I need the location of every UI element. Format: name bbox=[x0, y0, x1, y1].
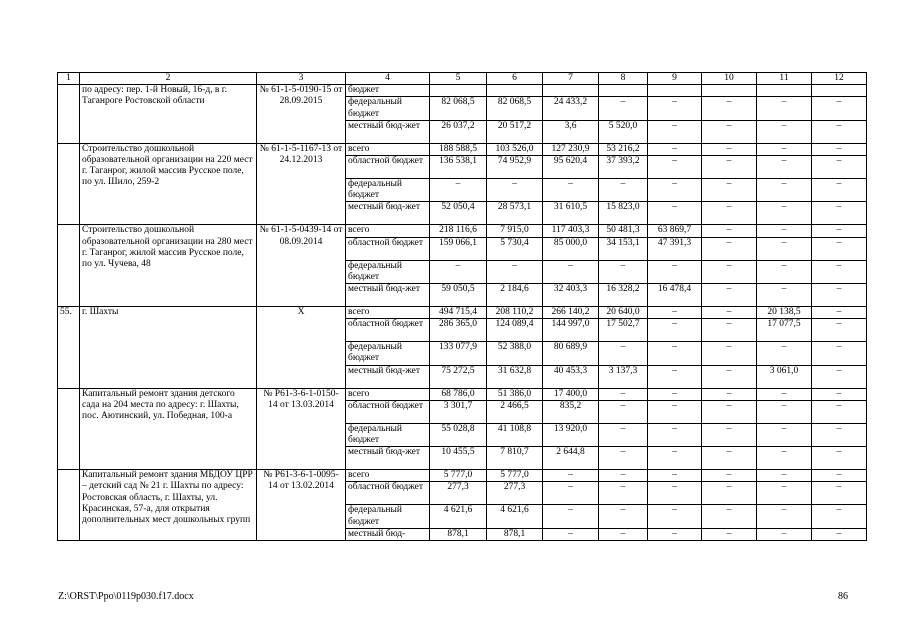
value-cell: – bbox=[702, 388, 757, 400]
value-cell: – bbox=[812, 260, 867, 283]
header-cell: 3 bbox=[257, 73, 346, 85]
value-cell: – bbox=[702, 365, 757, 388]
value-cell: 80 689,9 bbox=[543, 342, 599, 365]
row-number-cell bbox=[58, 85, 80, 144]
value-cell: 55 028,8 bbox=[430, 423, 487, 446]
value-cell: – bbox=[702, 400, 757, 423]
value-cell: – bbox=[648, 388, 702, 400]
value-cell: 878,1 bbox=[430, 528, 487, 540]
row-number-cell bbox=[58, 470, 80, 541]
value-cell: – bbox=[648, 179, 702, 202]
value-cell bbox=[599, 85, 648, 97]
value-cell: – bbox=[812, 470, 867, 482]
row-number-cell bbox=[58, 143, 80, 225]
value-cell: 16 478,4 bbox=[648, 284, 702, 307]
value-cell: – bbox=[599, 423, 648, 446]
value-cell: 188 588,5 bbox=[430, 143, 487, 155]
header-cell: 8 bbox=[599, 73, 648, 85]
funding-source-cell: областной бюджет bbox=[346, 319, 430, 342]
value-cell: – bbox=[812, 97, 867, 120]
value-cell: – bbox=[812, 319, 867, 342]
value-cell: – bbox=[543, 482, 599, 505]
value-cell: – bbox=[599, 260, 648, 283]
value-cell: 208 110,2 bbox=[487, 307, 543, 319]
value-cell: 127 230,9 bbox=[543, 143, 599, 155]
header-cell: 4 bbox=[346, 73, 430, 85]
value-cell: 17 502,7 bbox=[599, 319, 648, 342]
value-cell: – bbox=[648, 307, 702, 319]
value-cell: – bbox=[599, 342, 648, 365]
page-number: 86 bbox=[838, 591, 848, 602]
value-cell: 50 481,3 bbox=[599, 225, 648, 237]
row-number-cell bbox=[58, 388, 80, 470]
value-cell: 85 000,0 bbox=[543, 237, 599, 260]
table-row bbox=[58, 470, 867, 482]
value-cell: 5 777,0 bbox=[430, 470, 487, 482]
value-cell: 2 184,6 bbox=[487, 284, 543, 307]
value-cell: 4 621,6 bbox=[430, 505, 487, 528]
value-cell: – bbox=[812, 482, 867, 505]
value-cell: – bbox=[599, 470, 648, 482]
value-cell: – bbox=[757, 156, 812, 179]
value-cell: 51 386,0 bbox=[487, 388, 543, 400]
value-cell: – bbox=[599, 528, 648, 540]
value-cell: – bbox=[812, 120, 867, 143]
value-cell: – bbox=[757, 284, 812, 307]
value-cell: – bbox=[543, 470, 599, 482]
value-cell: – bbox=[599, 400, 648, 423]
value-cell: 52 050,4 bbox=[430, 202, 487, 225]
value-cell: – bbox=[648, 470, 702, 482]
funding-source-cell: федеральный бюджет bbox=[346, 179, 430, 202]
value-cell: – bbox=[757, 237, 812, 260]
value-cell bbox=[430, 85, 487, 97]
value-cell: – bbox=[812, 225, 867, 237]
value-cell: – bbox=[599, 505, 648, 528]
value-cell: 286 365,0 bbox=[430, 319, 487, 342]
funding-source-cell: местный бюд- bbox=[346, 528, 430, 540]
value-cell: 20 517,2 bbox=[487, 120, 543, 143]
value-cell: – bbox=[702, 470, 757, 482]
value-cell: – bbox=[702, 342, 757, 365]
value-cell: 37 393,2 bbox=[599, 156, 648, 179]
value-cell: – bbox=[812, 202, 867, 225]
value-cell: – bbox=[702, 423, 757, 446]
value-cell: – bbox=[757, 528, 812, 540]
value-cell: – bbox=[812, 284, 867, 307]
value-cell: – bbox=[812, 423, 867, 446]
value-cell: – bbox=[812, 365, 867, 388]
value-cell: 16 328,2 bbox=[599, 284, 648, 307]
value-cell: 41 108,8 bbox=[487, 423, 543, 446]
value-cell: – bbox=[812, 528, 867, 540]
value-cell: 7 915,0 bbox=[487, 225, 543, 237]
value-cell: – bbox=[648, 365, 702, 388]
value-cell: – bbox=[757, 482, 812, 505]
value-cell: – bbox=[812, 179, 867, 202]
value-cell: – bbox=[648, 156, 702, 179]
value-cell: – bbox=[702, 225, 757, 237]
value-cell: – bbox=[757, 120, 812, 143]
value-cell: 4 621,6 bbox=[487, 505, 543, 528]
funding-source-cell: местный бюд-жет bbox=[346, 120, 430, 143]
funding-source-cell: всего bbox=[346, 307, 430, 319]
value-cell: – bbox=[648, 319, 702, 342]
value-cell: – bbox=[757, 97, 812, 120]
value-cell: – bbox=[812, 342, 867, 365]
value-cell: 82 068,5 bbox=[430, 97, 487, 120]
value-cell: – bbox=[430, 179, 487, 202]
object-name-cell: г. Шахты bbox=[80, 307, 257, 389]
budget-table bbox=[57, 72, 867, 541]
header-cell: 5 bbox=[430, 73, 487, 85]
funding-source-cell: местный бюд-жет bbox=[346, 202, 430, 225]
value-cell: 17 077,5 bbox=[757, 319, 812, 342]
funding-source-cell: всего bbox=[346, 388, 430, 400]
value-cell: – bbox=[648, 202, 702, 225]
value-cell: – bbox=[702, 97, 757, 120]
value-cell: – bbox=[702, 237, 757, 260]
value-cell: – bbox=[757, 388, 812, 400]
value-cell: – bbox=[648, 342, 702, 365]
value-cell: – bbox=[430, 260, 487, 283]
value-cell: – bbox=[487, 260, 543, 283]
funding-source-cell: областной бюджет bbox=[346, 237, 430, 260]
value-cell: 5 730,4 bbox=[487, 237, 543, 260]
header-cell: 1 bbox=[58, 73, 80, 85]
value-cell: 53 216,2 bbox=[599, 143, 648, 155]
value-cell bbox=[812, 85, 867, 97]
value-cell: 75 272,5 bbox=[430, 365, 487, 388]
value-cell: 20 138,5 bbox=[757, 307, 812, 319]
funding-source-cell: бюджет bbox=[346, 85, 430, 97]
value-cell bbox=[487, 85, 543, 97]
value-cell: – bbox=[757, 505, 812, 528]
object-name-cell: Капитальный ремонт здания МБДОУ ЦРР – детский сад № 21 г. Шахты по адресу: Ростовская область, г. Шахты, ул. Красинская, 57-а, для открытия дополнительных мест дошкольных групп bbox=[80, 470, 257, 541]
table-body bbox=[58, 73, 867, 541]
value-cell: – bbox=[648, 482, 702, 505]
header-row bbox=[58, 73, 867, 85]
value-cell: – bbox=[757, 342, 812, 365]
value-cell: – bbox=[702, 528, 757, 540]
funding-source-cell: областной бюджет bbox=[346, 400, 430, 423]
value-cell: 878,1 bbox=[487, 528, 543, 540]
value-cell: – bbox=[757, 470, 812, 482]
object-name-cell: Капитальный ремонт здания детского сада на 204 места по адресу: г. Шахты, пос. Аютинский, ул. Победная, 100-а bbox=[80, 388, 257, 470]
table-row bbox=[58, 85, 867, 97]
value-cell: – bbox=[599, 179, 648, 202]
value-cell: – bbox=[702, 143, 757, 155]
document-number-cell: № 61-1-5-0439-14 от 08.09.2014 bbox=[257, 225, 346, 307]
value-cell: 266 140,2 bbox=[543, 307, 599, 319]
value-cell bbox=[543, 85, 599, 97]
value-cell: – bbox=[648, 423, 702, 446]
header-cell: 2 bbox=[80, 73, 257, 85]
value-cell: – bbox=[702, 284, 757, 307]
value-cell: – bbox=[812, 400, 867, 423]
funding-source-cell: федеральный бюджет bbox=[346, 97, 430, 120]
value-cell: 144 997,0 bbox=[543, 319, 599, 342]
value-cell: – bbox=[599, 482, 648, 505]
value-cell: – bbox=[757, 225, 812, 237]
value-cell: – bbox=[757, 423, 812, 446]
value-cell: 26 037,2 bbox=[430, 120, 487, 143]
file-path: Z:\ORST\Ppo\0119p030.f17.docx bbox=[58, 591, 194, 602]
value-cell: 31 632,8 bbox=[487, 365, 543, 388]
value-cell: – bbox=[487, 179, 543, 202]
value-cell: – bbox=[543, 260, 599, 283]
value-cell: – bbox=[757, 179, 812, 202]
value-cell: – bbox=[702, 482, 757, 505]
value-cell: – bbox=[812, 156, 867, 179]
value-cell: 133 077,9 bbox=[430, 342, 487, 365]
header-cell: 11 bbox=[757, 73, 812, 85]
value-cell: – bbox=[648, 143, 702, 155]
value-cell: – bbox=[812, 505, 867, 528]
value-cell: – bbox=[599, 447, 648, 470]
value-cell: – bbox=[812, 143, 867, 155]
value-cell: 3 061,0 bbox=[757, 365, 812, 388]
value-cell: 74 952,9 bbox=[487, 156, 543, 179]
value-cell: 31 610,5 bbox=[543, 202, 599, 225]
value-cell: 15 823,0 bbox=[599, 202, 648, 225]
row-number-cell bbox=[58, 225, 80, 307]
funding-source-cell: областной бюджет bbox=[346, 482, 430, 505]
value-cell: 117 403,3 bbox=[543, 225, 599, 237]
header-cell: 9 bbox=[648, 73, 702, 85]
document-number-cell: Х bbox=[257, 307, 346, 389]
value-cell: 103 526,0 bbox=[487, 143, 543, 155]
value-cell: 34 153,1 bbox=[599, 237, 648, 260]
value-cell: 47 391,3 bbox=[648, 237, 702, 260]
value-cell: – bbox=[702, 260, 757, 283]
value-cell: 136 538,1 bbox=[430, 156, 487, 179]
value-cell: 17 400,0 bbox=[543, 388, 599, 400]
value-cell: 159 066,1 bbox=[430, 237, 487, 260]
value-cell: 494 715,4 bbox=[430, 307, 487, 319]
value-cell: – bbox=[543, 505, 599, 528]
value-cell bbox=[757, 85, 812, 97]
value-cell: – bbox=[702, 202, 757, 225]
value-cell: 59 050,5 bbox=[430, 284, 487, 307]
table-row bbox=[58, 388, 867, 400]
table-row bbox=[58, 143, 867, 155]
value-cell: 40 453,3 bbox=[543, 365, 599, 388]
header-cell: 6 bbox=[487, 73, 543, 85]
funding-source-cell: федеральный бюджет bbox=[346, 260, 430, 283]
table-row bbox=[58, 307, 867, 319]
value-cell: – bbox=[702, 307, 757, 319]
value-cell: – bbox=[543, 528, 599, 540]
funding-source-cell: всего bbox=[346, 143, 430, 155]
value-cell: – bbox=[812, 307, 867, 319]
object-name-cell: Строительство дошкольной образовательной организации на 280 мест г. Таганрог, жилой массив Русское поле, по ул. Чучева, 48 bbox=[80, 225, 257, 307]
funding-source-cell: федеральный бюджет bbox=[346, 505, 430, 528]
funding-source-cell: местный бюд-жет bbox=[346, 284, 430, 307]
value-cell: 95 620,4 bbox=[543, 156, 599, 179]
value-cell: 218 116,6 bbox=[430, 225, 487, 237]
document-number-cell: № 61-1-5-1167-13 от 24.12.2013 bbox=[257, 143, 346, 225]
funding-source-cell: федеральный бюджет bbox=[346, 342, 430, 365]
value-cell: 124 089,4 bbox=[487, 319, 543, 342]
funding-source-cell: областной бюджет bbox=[346, 156, 430, 179]
value-cell: – bbox=[757, 202, 812, 225]
value-cell: 3 137,3 bbox=[599, 365, 648, 388]
document-number-cell: № Р61-3-6-1-0150-14 от 13.03.2014 bbox=[257, 388, 346, 470]
value-cell: 2 466,5 bbox=[487, 400, 543, 423]
row-number-cell: 55. bbox=[58, 307, 80, 389]
funding-source-cell: всего bbox=[346, 225, 430, 237]
value-cell: 63 869,7 bbox=[648, 225, 702, 237]
value-cell: 5 520,0 bbox=[599, 120, 648, 143]
value-cell: – bbox=[757, 260, 812, 283]
funding-source-cell: всего bbox=[346, 470, 430, 482]
value-cell: – bbox=[702, 179, 757, 202]
value-cell: 82 068,5 bbox=[487, 97, 543, 120]
value-cell: 10 455,5 bbox=[430, 447, 487, 470]
value-cell: – bbox=[648, 97, 702, 120]
value-cell: 68 786,0 bbox=[430, 388, 487, 400]
value-cell: – bbox=[599, 388, 648, 400]
header-cell: 7 bbox=[543, 73, 599, 85]
value-cell: 277,3 bbox=[430, 482, 487, 505]
value-cell: – bbox=[648, 400, 702, 423]
value-cell: – bbox=[812, 447, 867, 470]
value-cell: – bbox=[702, 156, 757, 179]
value-cell: 3,6 bbox=[543, 120, 599, 143]
value-cell: – bbox=[648, 447, 702, 470]
value-cell: – bbox=[648, 120, 702, 143]
value-cell: – bbox=[702, 505, 757, 528]
value-cell: – bbox=[702, 319, 757, 342]
value-cell: 7 810,7 bbox=[487, 447, 543, 470]
value-cell: 835,2 bbox=[543, 400, 599, 423]
object-name-cell: Строительство дошкольной образовательной организации на 220 мест г. Таганрог, жилой массив Русское поле, по ул. Шило, 259-2 bbox=[80, 143, 257, 225]
value-cell: 52 388,0 bbox=[487, 342, 543, 365]
value-cell: – bbox=[757, 143, 812, 155]
value-cell: – bbox=[812, 237, 867, 260]
value-cell: 20 640,0 bbox=[599, 307, 648, 319]
value-cell: – bbox=[543, 179, 599, 202]
funding-source-cell: местный бюд-жет bbox=[346, 447, 430, 470]
table-row bbox=[58, 225, 867, 237]
value-cell: 3 301,7 bbox=[430, 400, 487, 423]
value-cell: 5 777,0 bbox=[487, 470, 543, 482]
value-cell: – bbox=[702, 120, 757, 143]
value-cell: 28 573,1 bbox=[487, 202, 543, 225]
value-cell: 277,3 bbox=[487, 482, 543, 505]
funding-source-cell: местный бюд-жет bbox=[346, 365, 430, 388]
document-number-cell: № 61-1-5-0190-15 от 28.09.2015 bbox=[257, 85, 346, 144]
value-cell: 2 644,8 bbox=[543, 447, 599, 470]
header-cell: 10 bbox=[702, 73, 757, 85]
value-cell: – bbox=[812, 388, 867, 400]
value-cell: 13 920,0 bbox=[543, 423, 599, 446]
value-cell: 32 403,3 bbox=[543, 284, 599, 307]
value-cell: 24 433,2 bbox=[543, 97, 599, 120]
value-cell: – bbox=[648, 260, 702, 283]
value-cell bbox=[702, 85, 757, 97]
object-name-cell: по адресу: пер. 1-й Новый, 16-д, в г. Таганроге Ростовской области bbox=[80, 85, 257, 144]
document-number-cell: № Р61-3-6-1-0095-14 от 13.02.2014 bbox=[257, 470, 346, 541]
value-cell: – bbox=[702, 447, 757, 470]
value-cell: – bbox=[648, 528, 702, 540]
header-cell: 12 bbox=[812, 73, 867, 85]
value-cell: – bbox=[757, 447, 812, 470]
funding-source-cell: федеральный бюджет bbox=[346, 423, 430, 446]
value-cell: – bbox=[648, 505, 702, 528]
value-cell: – bbox=[599, 97, 648, 120]
value-cell: – bbox=[757, 400, 812, 423]
value-cell bbox=[648, 85, 702, 97]
